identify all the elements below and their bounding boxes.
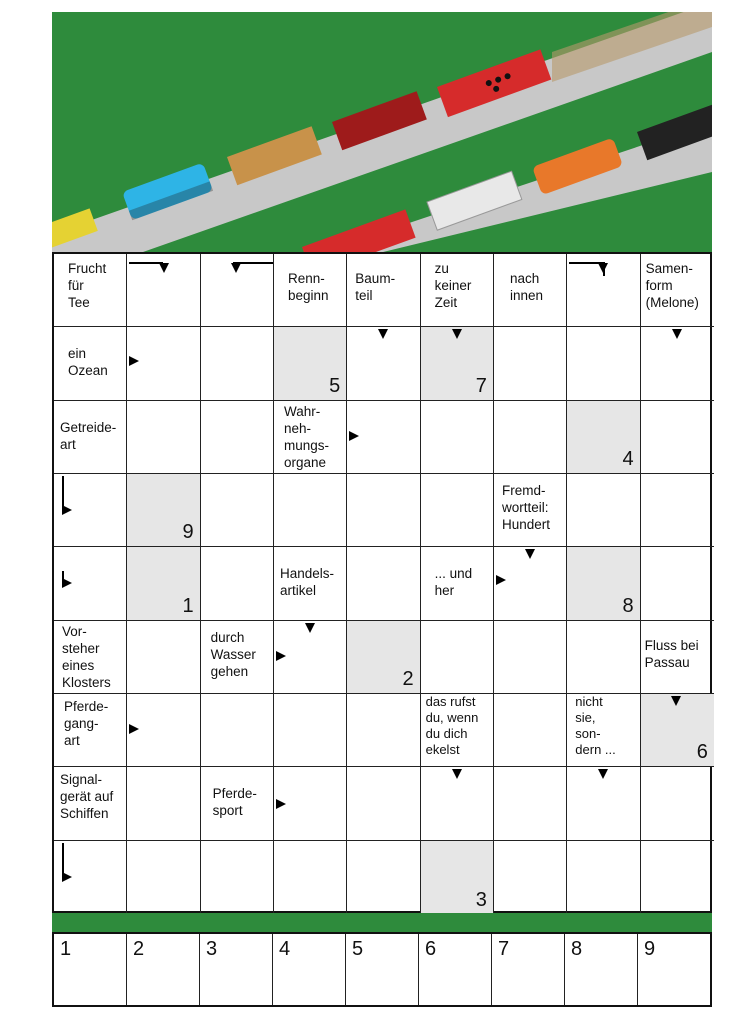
solution-cell[interactable] bbox=[347, 621, 420, 694]
answer-cell[interactable] bbox=[641, 767, 714, 840]
solution-marker: 2 bbox=[402, 667, 414, 690]
solution-marker: 1 bbox=[182, 594, 194, 617]
answer-cell[interactable] bbox=[494, 694, 567, 767]
crossword-grid bbox=[52, 252, 712, 913]
answer-cell[interactable] bbox=[274, 621, 347, 694]
solution-box[interactable] bbox=[565, 934, 638, 1005]
answer-cell[interactable] bbox=[201, 694, 274, 767]
answer-cell[interactable] bbox=[494, 841, 567, 914]
answer-cell[interactable] bbox=[641, 547, 714, 620]
answer-cell[interactable] bbox=[127, 401, 200, 474]
answer-cell[interactable] bbox=[567, 474, 640, 547]
answer-cell[interactable] bbox=[641, 841, 714, 914]
answer-cell[interactable] bbox=[421, 401, 494, 474]
clue-signal: Signal- gerät auf Schiffen bbox=[60, 772, 114, 822]
answer-cell[interactable] bbox=[127, 254, 200, 327]
answer-cell[interactable] bbox=[347, 547, 420, 620]
clue-undher: ... und her bbox=[434, 566, 473, 599]
answer-cell[interactable] bbox=[347, 327, 420, 400]
answer-cell[interactable] bbox=[201, 474, 274, 547]
solution-box-number: 7 bbox=[498, 938, 510, 960]
clue-rufst: das rufst du, wenn du dich ekelst bbox=[425, 694, 479, 757]
answer-cell[interactable] bbox=[201, 841, 274, 914]
clue-pferdegang: Pferde- gang- art bbox=[64, 699, 109, 748]
answer-cell[interactable] bbox=[347, 767, 420, 840]
clue-zukeiner: zu keiner Zeit bbox=[434, 261, 472, 310]
clue-baum: Baum- teil bbox=[355, 271, 396, 303]
answer-cell[interactable] bbox=[494, 327, 567, 400]
clue-cell bbox=[201, 621, 274, 694]
clue-cell bbox=[54, 254, 127, 327]
solution-marker: 7 bbox=[475, 374, 487, 397]
solution-cell[interactable] bbox=[127, 547, 200, 620]
clue-samen: Samen- form (Melone) bbox=[645, 261, 699, 310]
answer-cell[interactable] bbox=[421, 767, 494, 840]
clue-durch: durch Wasser gehen bbox=[210, 629, 256, 679]
clue-cell bbox=[641, 254, 714, 327]
clue-cell bbox=[274, 401, 347, 474]
clue-cell bbox=[347, 254, 420, 327]
clue-getreide: Getreide- art bbox=[60, 419, 117, 452]
answer-cell[interactable] bbox=[347, 694, 420, 767]
solution-box[interactable] bbox=[273, 934, 346, 1005]
clue-cell bbox=[54, 401, 127, 474]
solution-cell[interactable] bbox=[127, 474, 200, 547]
solution-cell[interactable] bbox=[421, 327, 494, 400]
clue-cell bbox=[421, 547, 494, 620]
solution-marker: 5 bbox=[329, 374, 341, 397]
solution-box[interactable] bbox=[54, 934, 127, 1005]
answer-cell[interactable] bbox=[127, 621, 200, 694]
solution-box[interactable] bbox=[127, 934, 200, 1005]
answer-cell[interactable] bbox=[421, 474, 494, 547]
clue-renn: Renn- beginn bbox=[288, 271, 329, 303]
clue-pferdesport: Pferde- sport bbox=[212, 786, 257, 819]
divider-bar bbox=[52, 913, 712, 932]
solution-box[interactable] bbox=[200, 934, 273, 1005]
clue-vorsteher: Vor- steher eines Klosters bbox=[62, 623, 111, 690]
solution-box-number: 3 bbox=[206, 938, 218, 960]
answer-cell[interactable] bbox=[494, 621, 567, 694]
answer-cell[interactable] bbox=[641, 401, 714, 474]
solution-box-number: 6 bbox=[425, 938, 437, 960]
solution-box-number: 1 bbox=[60, 938, 72, 960]
answer-cell[interactable] bbox=[421, 621, 494, 694]
train-illustration bbox=[52, 12, 712, 252]
answer-cell[interactable] bbox=[641, 474, 714, 547]
answer-cell[interactable] bbox=[567, 254, 640, 327]
clue-fluss: Fluss bei Passau bbox=[644, 637, 699, 670]
clue-cell bbox=[274, 547, 347, 620]
solution-cell[interactable] bbox=[274, 327, 347, 400]
solution-marker: 6 bbox=[696, 741, 708, 764]
clue-handel: Handels- artikel bbox=[280, 566, 335, 599]
clue-frucht: Frucht für Tee bbox=[68, 261, 107, 310]
answer-cell[interactable] bbox=[567, 327, 640, 400]
answer-cell[interactable] bbox=[54, 841, 127, 914]
answer-cell[interactable] bbox=[274, 474, 347, 547]
solution-box-number: 8 bbox=[571, 938, 583, 960]
answer-cell[interactable] bbox=[567, 841, 640, 914]
solution-box[interactable] bbox=[346, 934, 419, 1005]
answer-cell[interactable] bbox=[347, 474, 420, 547]
answer-cell[interactable] bbox=[201, 401, 274, 474]
answer-cell[interactable] bbox=[127, 767, 200, 840]
clue-nicht: nicht sie, son- dern ... bbox=[575, 694, 616, 757]
answer-cell[interactable] bbox=[54, 474, 127, 547]
solution-box[interactable] bbox=[492, 934, 565, 1005]
solution-box-number: 4 bbox=[279, 938, 291, 960]
clue-cell bbox=[567, 694, 640, 767]
clue-cell bbox=[54, 621, 127, 694]
clue-cell bbox=[494, 254, 567, 327]
solution-box[interactable] bbox=[638, 934, 710, 1005]
answer-cell[interactable] bbox=[54, 547, 127, 620]
clue-cell bbox=[201, 767, 274, 840]
solution-cell[interactable] bbox=[567, 547, 640, 620]
answer-cell[interactable] bbox=[127, 694, 200, 767]
clue-cell bbox=[54, 327, 127, 400]
clue-cell bbox=[274, 254, 347, 327]
answer-cell[interactable] bbox=[347, 841, 420, 914]
answer-cell[interactable] bbox=[127, 841, 200, 914]
clue-cell bbox=[641, 621, 714, 694]
answer-cell[interactable] bbox=[127, 327, 200, 400]
clue-nach: nach innen bbox=[510, 271, 544, 303]
answer-cell[interactable] bbox=[567, 767, 640, 840]
clue-cell bbox=[54, 694, 127, 767]
answer-cell[interactable] bbox=[201, 547, 274, 620]
clue-cell bbox=[421, 694, 494, 767]
clue-ozean: ein Ozean bbox=[68, 346, 108, 379]
answer-cell[interactable] bbox=[494, 547, 567, 620]
answer-cell[interactable] bbox=[201, 327, 274, 400]
solution-marker: 4 bbox=[622, 447, 634, 470]
answer-cell[interactable] bbox=[201, 254, 274, 327]
clue-wahr: Wahr- neh- mungs- organe bbox=[284, 403, 330, 470]
answer-cell[interactable] bbox=[494, 767, 567, 840]
solution-marker: 9 bbox=[182, 521, 194, 544]
answer-cell[interactable] bbox=[274, 694, 347, 767]
solution-cell[interactable] bbox=[567, 401, 640, 474]
clue-cell bbox=[421, 254, 494, 327]
solution-marker: 8 bbox=[622, 594, 634, 617]
solution-box[interactable] bbox=[419, 934, 492, 1005]
answer-cell[interactable] bbox=[274, 841, 347, 914]
answer-cell[interactable] bbox=[494, 401, 567, 474]
answer-cell[interactable] bbox=[274, 767, 347, 840]
solution-box-number: 5 bbox=[352, 938, 364, 960]
clue-cell bbox=[494, 474, 567, 547]
solution-marker: 3 bbox=[475, 888, 487, 911]
answer-cell[interactable] bbox=[641, 327, 714, 400]
answer-cell[interactable] bbox=[347, 401, 420, 474]
solution-cell[interactable] bbox=[641, 694, 714, 767]
solution-row bbox=[52, 932, 712, 1007]
clue-fremd: Fremd- wortteil: Hundert bbox=[502, 483, 551, 532]
answer-cell[interactable] bbox=[567, 621, 640, 694]
solution-cell[interactable] bbox=[421, 841, 494, 914]
clue-cell bbox=[54, 767, 127, 840]
solution-box-number: 2 bbox=[133, 938, 145, 960]
solution-box-number: 9 bbox=[644, 938, 656, 960]
